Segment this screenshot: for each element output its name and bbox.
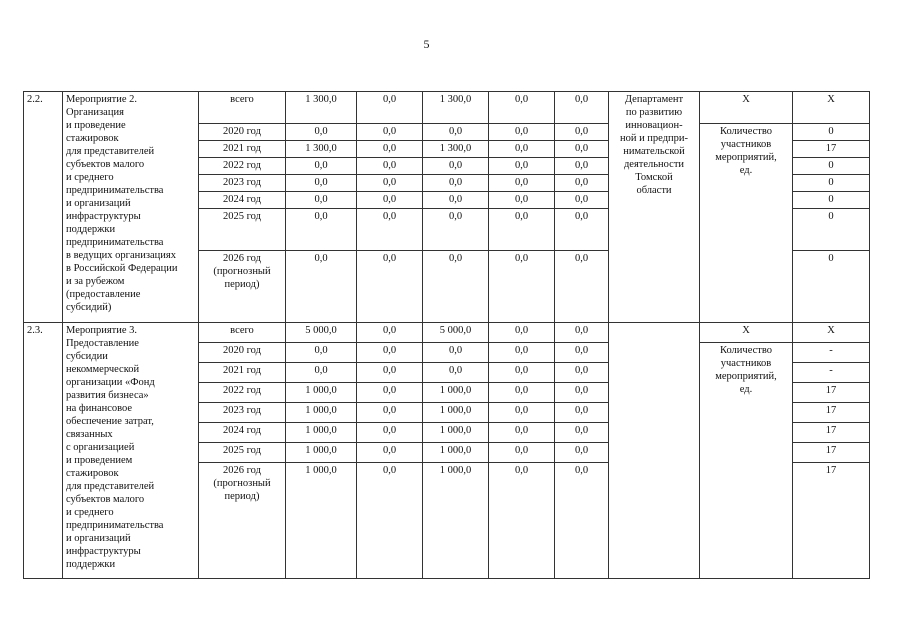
period-cell: 2026 год (прогнозный период) (199, 251, 286, 323)
indicator-name-cell: Количество участников мероприятий, ед. (700, 124, 793, 323)
local-cell: 0,0 (489, 423, 555, 443)
indicator-value-cell: 0 (793, 175, 870, 192)
indicator-value-cell: Х (793, 323, 870, 343)
section-title-line: в ведущих организациях (66, 250, 177, 261)
regional-cell: 1 000,0 (423, 463, 489, 579)
period-cell: 2020 год (199, 343, 286, 363)
section-title-line: Организация (66, 107, 124, 118)
section-title-line: предпринимательства (66, 520, 164, 531)
section-title-line: и проведение (66, 120, 126, 131)
local-cell: 0,0 (489, 158, 555, 175)
section-title-line: развития бизнеса» (66, 390, 149, 401)
executor-cell: Департамент по развитию инновацион- ной и предпри- нимательской деятельности Томской области (609, 92, 700, 323)
local-cell: 0,0 (489, 175, 555, 192)
regional-cell: 0,0 (423, 192, 489, 209)
federal-cell: 0,0 (357, 192, 423, 209)
federal-cell: 0,0 (357, 423, 423, 443)
total-cell: 0,0 (286, 209, 357, 251)
local-cell: 0,0 (489, 209, 555, 251)
federal-cell: 0,0 (357, 251, 423, 323)
indicator-value-cell: 17 (793, 383, 870, 403)
total-cell: 1 000,0 (286, 383, 357, 403)
section-title-line: Предоставление (66, 338, 139, 349)
section-title-line: субъектов малого (66, 494, 145, 505)
period-cell: 2022 год (199, 158, 286, 175)
local-cell: 0,0 (489, 92, 555, 124)
section-title-line: Мероприятие 2. (66, 94, 138, 105)
section-title-line: субсидии (66, 351, 108, 362)
total-cell: 0,0 (286, 124, 357, 141)
indicator-value-cell: - (793, 343, 870, 363)
section-title-line: и среднего (66, 507, 114, 518)
regional-cell: 1 000,0 (423, 403, 489, 423)
local-cell: 0,0 (489, 192, 555, 209)
local-cell: 0,0 (489, 251, 555, 323)
section-title-line: субсидий) (66, 302, 112, 313)
section-title-line: и организаций (66, 533, 131, 544)
period-cell: всего (199, 92, 286, 124)
period-cell: 2021 год (199, 363, 286, 383)
regional-cell: 0,0 (423, 124, 489, 141)
extra-cell: 0,0 (555, 192, 609, 209)
indicator-top-cell: Х (700, 323, 793, 343)
total-cell: 0,0 (286, 363, 357, 383)
page-number: 5 (423, 37, 430, 51)
federal-cell: 0,0 (357, 209, 423, 251)
local-cell: 0,0 (489, 443, 555, 463)
table-row (24, 92, 870, 124)
federal-cell: 0,0 (357, 92, 423, 124)
regional-cell: 0,0 (423, 158, 489, 175)
federal-cell: 0,0 (357, 363, 423, 383)
regional-cell: 5 000,0 (423, 323, 489, 343)
section-title-line: для представителей (66, 481, 155, 492)
regional-cell: 0,0 (423, 343, 489, 363)
federal-cell: 0,0 (357, 158, 423, 175)
regional-cell: 1 000,0 (423, 443, 489, 463)
federal-cell: 0,0 (357, 175, 423, 192)
extra-cell: 0,0 (555, 251, 609, 323)
total-cell: 1 300,0 (286, 141, 357, 158)
section-title-line: и проведением (66, 455, 133, 466)
period-cell: всего (199, 323, 286, 343)
period-cell: 2023 год (199, 403, 286, 423)
regional-cell: 0,0 (423, 251, 489, 323)
total-cell: 0,0 (286, 343, 357, 363)
indicator-value-cell: Х (793, 92, 870, 124)
indicator-value-cell: 0 (793, 124, 870, 141)
period-cell: 2023 год (199, 175, 286, 192)
section-title-line: в Российской Федерации (66, 263, 178, 274)
extra-cell: 0,0 (555, 363, 609, 383)
extra-cell: 0,0 (555, 141, 609, 158)
section-title-line: некоммерческой (66, 364, 140, 375)
section-title-line: связанных (66, 429, 113, 440)
section-title-line: с организацией (66, 442, 135, 453)
extra-cell: 0,0 (555, 343, 609, 363)
section-title-line: (предоставление (66, 289, 141, 300)
total-cell: 1 300,0 (286, 92, 357, 124)
period-cell: 2026 год (прогнозный период) (199, 463, 286, 579)
indicator-value-cell: 0 (793, 158, 870, 175)
regional-cell: 1 300,0 (423, 141, 489, 158)
federal-cell: 0,0 (357, 403, 423, 423)
total-cell: 0,0 (286, 158, 357, 175)
extra-cell: 0,0 (555, 383, 609, 403)
period-cell: 2021 год (199, 141, 286, 158)
indicator-value-cell: 0 (793, 192, 870, 209)
extra-cell: 0,0 (555, 403, 609, 423)
federal-cell: 0,0 (357, 343, 423, 363)
total-cell: 0,0 (286, 175, 357, 192)
extra-cell: 0,0 (555, 323, 609, 343)
extra-cell: 0,0 (555, 92, 609, 124)
indicator-value-cell: 17 (793, 463, 870, 579)
section-number: 2.2. (24, 92, 63, 323)
local-cell: 0,0 (489, 124, 555, 141)
section-title-line: и среднего (66, 172, 114, 183)
program-table (23, 91, 870, 579)
section-title-line: на финансовое (66, 403, 133, 414)
section-title-line: предпринимательства (66, 237, 164, 248)
local-cell: 0,0 (489, 403, 555, 423)
extra-cell: 0,0 (555, 443, 609, 463)
local-cell: 0,0 (489, 363, 555, 383)
local-cell: 0,0 (489, 141, 555, 158)
extra-cell: 0,0 (555, 124, 609, 141)
indicator-value-cell: 17 (793, 443, 870, 463)
section-title-line: и за рубежом (66, 276, 125, 287)
table-row (24, 323, 870, 343)
extra-cell: 0,0 (555, 209, 609, 251)
total-cell: 1 000,0 (286, 403, 357, 423)
section-title-line: для представителей (66, 146, 155, 157)
section-title-line: организации «Фонд (66, 377, 155, 388)
section-title-line: инфраструктуры (66, 546, 141, 557)
indicator-value-cell: - (793, 363, 870, 383)
table-body (24, 92, 870, 579)
regional-cell: 0,0 (423, 209, 489, 251)
indicator-value-cell: 17 (793, 423, 870, 443)
section-title-line: субъектов малого (66, 159, 145, 170)
period-cell: 2025 год (199, 209, 286, 251)
indicator-name-cell: Количество участников мероприятий, ед. (700, 343, 793, 579)
period-cell: 2022 год (199, 383, 286, 403)
indicator-top-cell: Х (700, 92, 793, 124)
regional-cell: 1 000,0 (423, 383, 489, 403)
extra-cell: 0,0 (555, 423, 609, 443)
total-cell: 1 000,0 (286, 463, 357, 579)
federal-cell: 0,0 (357, 323, 423, 343)
period-cell: 2020 год (199, 124, 286, 141)
section-title-line: обеспечение затрат, (66, 416, 154, 427)
total-cell: 0,0 (286, 251, 357, 323)
indicator-value-cell: 17 (793, 141, 870, 158)
total-cell: 5 000,0 (286, 323, 357, 343)
section-title (63, 92, 199, 323)
federal-cell: 0,0 (357, 383, 423, 403)
total-cell: 1 000,0 (286, 423, 357, 443)
federal-cell: 0,0 (357, 141, 423, 158)
regional-cell: 1 300,0 (423, 92, 489, 124)
federal-cell: 0,0 (357, 443, 423, 463)
section-title (63, 323, 199, 579)
local-cell: 0,0 (489, 343, 555, 363)
indicator-value-cell: 0 (793, 209, 870, 251)
section-title-line: поддержки (66, 224, 116, 235)
federal-cell: 0,0 (357, 463, 423, 579)
section-title-line: стажировок (66, 133, 119, 144)
local-cell: 0,0 (489, 463, 555, 579)
extra-cell: 0,0 (555, 463, 609, 579)
total-cell: 0,0 (286, 192, 357, 209)
regional-cell: 0,0 (423, 175, 489, 192)
federal-cell: 0,0 (357, 124, 423, 141)
local-cell: 0,0 (489, 383, 555, 403)
executor-cell (609, 323, 700, 579)
regional-cell: 0,0 (423, 363, 489, 383)
period-cell: 2025 год (199, 443, 286, 463)
section-title-line: инфраструктуры (66, 211, 141, 222)
section-title-line: стажировок (66, 468, 119, 479)
period-cell: 2024 год (199, 423, 286, 443)
indicator-value-cell: 0 (793, 251, 870, 323)
extra-cell: 0,0 (555, 158, 609, 175)
section-title-line: поддержки (66, 559, 116, 570)
period-cell: 2024 год (199, 192, 286, 209)
regional-cell: 1 000,0 (423, 423, 489, 443)
local-cell: 0,0 (489, 323, 555, 343)
extra-cell: 0,0 (555, 175, 609, 192)
section-title-line: Мероприятие 3. (66, 325, 138, 336)
section-number: 2.3. (24, 323, 63, 579)
section-title-line: предпринимательства (66, 185, 164, 196)
section-title-line: и организаций (66, 198, 131, 209)
total-cell: 1 000,0 (286, 443, 357, 463)
indicator-value-cell: 17 (793, 403, 870, 423)
